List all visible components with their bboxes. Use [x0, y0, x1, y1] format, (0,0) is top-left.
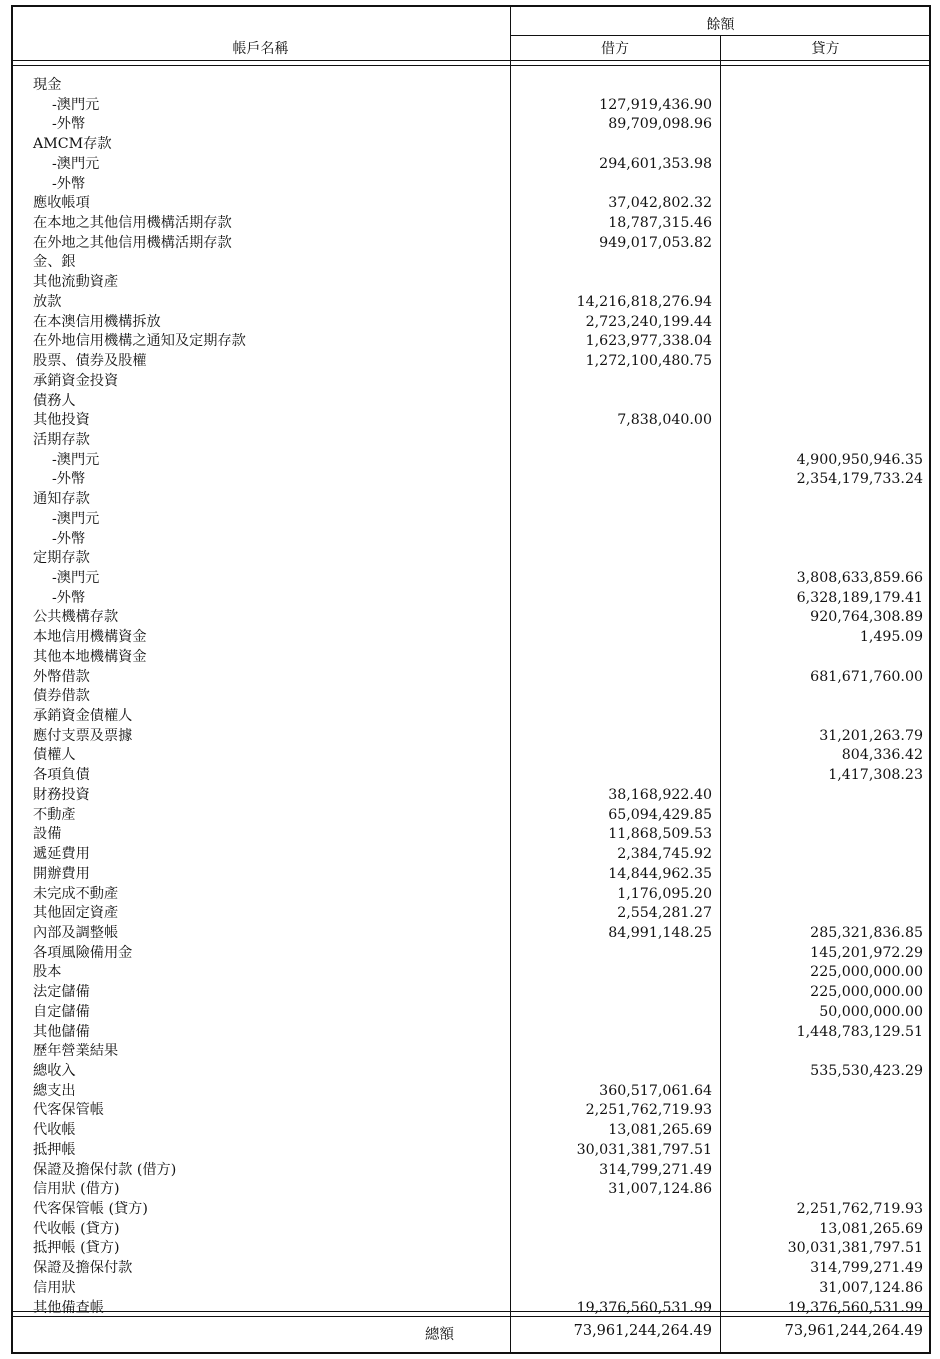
table-row — [0, 175, 940, 195]
debit-amount: 65,094,429.85 — [608, 806, 712, 823]
debit-amount: 31,007,124.86 — [608, 1181, 712, 1198]
account-name: 總收入 — [33, 1063, 76, 1079]
account-name: 法定儲備 — [33, 984, 90, 1001]
account-name: 信用狀 — [33, 1279, 76, 1296]
table-row — [0, 135, 940, 155]
debit-amount: 13,081,265.69 — [608, 1122, 712, 1139]
debit-amount: 7,838,040.00 — [617, 412, 712, 429]
table-row — [0, 155, 940, 175]
account-name: -外幣 — [52, 530, 86, 547]
table-row — [0, 845, 940, 865]
debit-amount: 84,991,148.25 — [608, 924, 712, 941]
table-row — [0, 963, 940, 983]
account-name: 承銷資金債權人 — [33, 708, 133, 725]
account-name: 債券借款 — [33, 688, 90, 705]
credit-amount: 4,900,950,946.35 — [796, 451, 923, 468]
credit-amount: 31,201,263.79 — [819, 727, 923, 744]
table-row — [0, 1062, 940, 1082]
account-name: -外幣 — [52, 116, 86, 133]
table-row — [0, 1141, 940, 1161]
credit-amount: 1,417,308.23 — [828, 767, 923, 784]
account-name: -外幣 — [52, 471, 86, 488]
debit-amount: 18,787,315.46 — [608, 215, 712, 232]
table-row — [0, 1023, 940, 1043]
debit-amount: 14,216,818,276.94 — [576, 293, 712, 310]
debit-amount: 38,168,922.40 — [608, 786, 712, 803]
table-row — [0, 1042, 940, 1062]
table-row — [0, 313, 940, 333]
account-name: 承銷資金投資 — [33, 372, 119, 389]
table-row — [0, 352, 940, 372]
header-account-name: 帳戶名稱 — [232, 41, 289, 57]
debit-amount: 1,623,977,338.04 — [585, 333, 712, 350]
table-row — [0, 115, 940, 135]
table-row — [0, 392, 940, 412]
debit-amount: 949,017,053.82 — [599, 234, 712, 251]
header-debit: 借方 — [601, 41, 629, 57]
account-name: 內部及調整帳 — [33, 924, 119, 941]
credit-amount: 1,495.09 — [859, 629, 923, 646]
account-name: -澳門元 — [52, 155, 100, 172]
table-row — [0, 234, 940, 254]
account-name: -外幣 — [52, 175, 86, 192]
account-name: 代客保管帳 (貸方) — [33, 1201, 148, 1218]
table-row — [0, 628, 940, 648]
total-label: 總額 — [425, 1327, 454, 1343]
credit-amount: 535,530,423.29 — [810, 1063, 923, 1079]
credit-amount: 1,448,783,129.51 — [796, 1023, 923, 1040]
account-name: 定期存款 — [33, 550, 90, 567]
table-row — [0, 490, 940, 510]
account-name: 信用狀 (借方) — [33, 1181, 120, 1198]
debit-amount: 14,844,962.35 — [608, 865, 712, 882]
account-name: 在本地之其他信用機構活期存款 — [33, 215, 232, 232]
account-name: 開辦費用 — [33, 865, 90, 882]
account-name: 各項負債 — [33, 767, 90, 784]
account-name: 代客保管帳 — [33, 1102, 104, 1119]
credit-amount: 314,799,271.49 — [810, 1260, 923, 1277]
account-name: 債務人 — [33, 392, 76, 409]
debit-amount: 30,031,381,797.51 — [576, 1141, 712, 1158]
debit-amount: 294,601,353.98 — [599, 155, 712, 172]
debit-amount: 314,799,271.49 — [599, 1161, 712, 1178]
credit-amount: 920,764,308.89 — [810, 609, 923, 626]
table-row — [0, 194, 940, 214]
table-row — [0, 766, 940, 786]
table-row — [0, 549, 940, 569]
table-row — [0, 1299, 940, 1319]
account-name: 股本 — [33, 964, 62, 981]
account-name: 不動產 — [33, 806, 76, 823]
credit-amount: 19,376,560,531.99 — [787, 1299, 923, 1316]
debit-amount: 2,723,240,199.44 — [585, 313, 712, 330]
table-row — [0, 944, 940, 964]
account-name: 抵押帳 — [33, 1141, 76, 1158]
table-row — [0, 746, 940, 766]
account-name: 公共機構存款 — [33, 609, 119, 626]
account-name: 在外地信用機構之通知及定期存款 — [33, 333, 246, 350]
credit-amount: 225,000,000.00 — [810, 964, 923, 981]
account-name: 遞延費用 — [33, 846, 90, 863]
credit-amount: 225,000,000.00 — [810, 984, 923, 1001]
account-name: 抵押帳 (貸方) — [33, 1240, 120, 1257]
debit-amount: 360,517,061.64 — [599, 1082, 712, 1099]
table-row — [0, 96, 940, 116]
table-row — [0, 589, 940, 609]
table-row — [0, 214, 940, 234]
header-balance: 餘額 — [706, 17, 735, 33]
account-name: 其他流動資產 — [33, 274, 119, 291]
credit-amount: 30,031,381,797.51 — [787, 1240, 923, 1257]
account-name: 各項風險備用金 — [33, 944, 133, 961]
table-row — [0, 786, 940, 806]
table-row — [0, 825, 940, 845]
account-name: 財務投資 — [33, 786, 90, 803]
account-name: 代收帳 — [33, 1122, 76, 1139]
account-name: 其他本地機構資金 — [33, 648, 147, 665]
debit-amount: 127,919,436.90 — [599, 96, 712, 113]
table-row — [0, 1279, 940, 1299]
credit-amount: 31,007,124.86 — [819, 1279, 923, 1296]
account-name: 總支出 — [33, 1082, 76, 1099]
header-credit: 貸方 — [811, 41, 840, 57]
credit-amount: 681,671,760.00 — [810, 668, 923, 685]
debit-amount: 2,384,745.92 — [617, 846, 712, 863]
table-row — [0, 1239, 940, 1259]
account-name: 歷年營業結果 — [33, 1043, 119, 1060]
table-row — [0, 372, 940, 392]
table-row — [0, 1101, 940, 1121]
table-row — [0, 332, 940, 352]
table-row — [0, 1200, 940, 1220]
debit-amount: 19,376,560,531.99 — [576, 1299, 712, 1316]
debit-amount: 11,868,509.53 — [608, 826, 712, 843]
account-name: 未完成不動產 — [33, 885, 119, 902]
table-row — [0, 530, 940, 550]
table-row — [0, 983, 940, 1003]
table-row — [0, 273, 940, 293]
account-name: 股票、債券及股權 — [33, 353, 147, 370]
account-name: -澳門元 — [52, 451, 100, 468]
debit-amount: 2,554,281.27 — [617, 905, 712, 922]
credit-amount: 145,201,972.29 — [810, 944, 923, 961]
account-name: 其他備查帳 — [33, 1299, 104, 1316]
account-name: 應收帳項 — [33, 195, 90, 212]
credit-amount: 2,251,762,719.93 — [796, 1201, 923, 1218]
debit-amount: 89,709,098.96 — [608, 116, 712, 133]
table-row — [0, 608, 940, 628]
table-row — [0, 253, 940, 273]
table-row — [0, 1121, 940, 1141]
credit-amount: 3,808,633,859.66 — [796, 570, 923, 586]
header-bottom-line-2 — [11, 65, 931, 66]
table-row — [0, 648, 940, 668]
account-name: 其他投資 — [33, 412, 90, 429]
total-credit: 73,961,244,264.49 — [784, 1323, 923, 1339]
table-row — [0, 865, 940, 885]
table-row — [0, 1082, 940, 1102]
account-name: 保證及擔保付款 — [33, 1260, 133, 1277]
account-name: 應付支票及票據 — [33, 727, 133, 744]
table-row — [0, 1003, 940, 1023]
account-name: -澳門元 — [52, 570, 100, 586]
debit-amount: 1,272,100,480.75 — [585, 353, 712, 370]
account-name: 其他固定資產 — [33, 905, 119, 922]
account-name: 保證及擔保付款 (借方) — [33, 1161, 177, 1178]
debit-amount: 2,251,762,719.93 — [585, 1102, 712, 1119]
account-name: -澳門元 — [52, 96, 100, 113]
account-name: 現金 — [33, 77, 62, 93]
credit-amount: 13,081,265.69 — [819, 1220, 923, 1237]
account-name: 在外地之其他信用機構活期存款 — [33, 234, 232, 251]
account-name: 其他儲備 — [33, 1023, 90, 1040]
account-name: 設備 — [33, 826, 62, 843]
account-name: AMCM存款 — [33, 136, 112, 153]
header-balance-divider — [510, 35, 931, 36]
debit-amount: 37,042,802.32 — [608, 195, 712, 212]
account-name: 代收帳 (貸方) — [33, 1220, 120, 1237]
table-row — [0, 668, 940, 688]
table-row — [0, 569, 940, 589]
account-name: 外幣借款 — [33, 668, 90, 685]
account-name: 在本澳信用機構拆放 — [33, 313, 161, 330]
account-name: -外幣 — [52, 589, 86, 606]
account-name: 自定儲備 — [33, 1003, 90, 1020]
header-bottom-line-1 — [11, 60, 931, 61]
table-row — [0, 1259, 940, 1279]
credit-amount: 285,321,836.85 — [810, 924, 923, 941]
account-name: 本地信用機構資金 — [33, 629, 147, 646]
table-row — [0, 411, 940, 431]
table-row — [0, 510, 940, 530]
credit-amount: 6,328,189,179.41 — [796, 589, 923, 606]
account-name: 債權人 — [33, 747, 76, 764]
table-row — [0, 885, 940, 905]
table-row — [0, 293, 940, 313]
table-row — [0, 431, 940, 451]
table-row — [0, 1180, 940, 1200]
table-row — [0, 904, 940, 924]
account-name: -澳門元 — [52, 510, 100, 527]
table-row — [0, 470, 940, 490]
account-name: 金、銀 — [33, 254, 76, 271]
table-row — [0, 76, 940, 96]
table-row — [0, 451, 940, 471]
table-row — [0, 924, 940, 944]
table-row — [0, 1161, 940, 1181]
credit-amount: 50,000,000.00 — [819, 1003, 923, 1020]
table-row — [0, 687, 940, 707]
credit-amount: 2,354,179,733.24 — [796, 471, 923, 488]
total-debit: 73,961,244,264.49 — [573, 1323, 712, 1339]
debit-amount: 1,176,095.20 — [617, 885, 712, 902]
table-row — [0, 1220, 940, 1240]
table-row — [0, 727, 940, 747]
table-row — [0, 806, 940, 826]
account-name: 放款 — [33, 293, 62, 310]
account-name: 通知存款 — [33, 491, 90, 508]
credit-amount: 804,336.42 — [841, 747, 923, 764]
account-name: 活期存款 — [33, 431, 90, 448]
table-row — [0, 707, 940, 727]
